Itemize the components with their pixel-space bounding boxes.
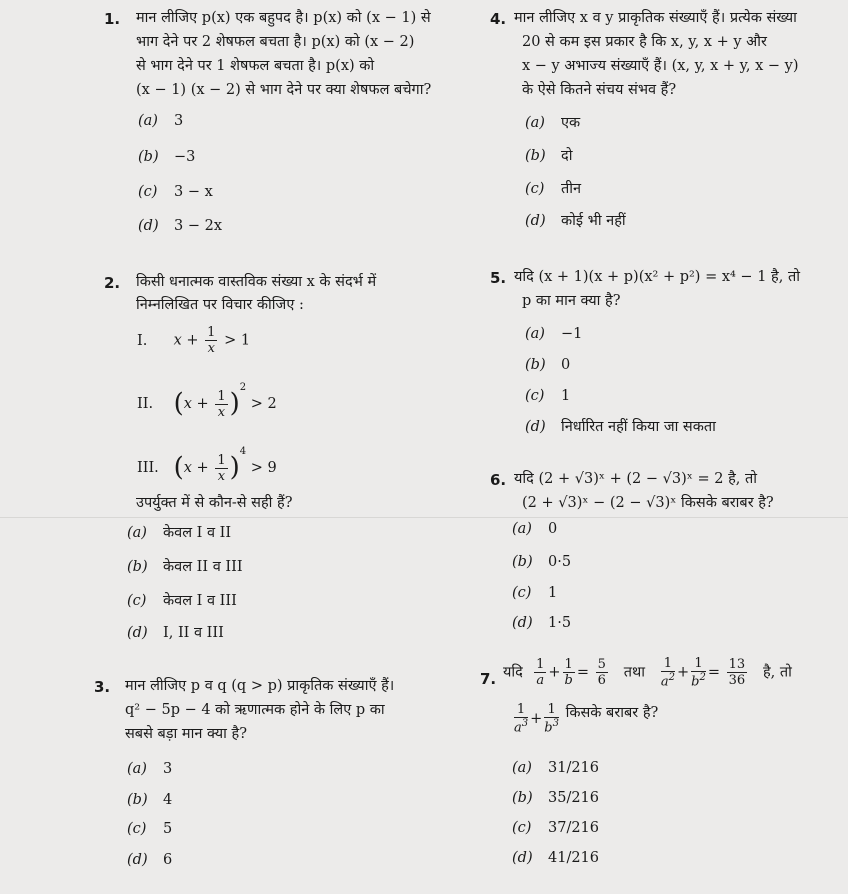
option-label: (b): [525, 148, 546, 164]
option-b[interactable]: [138, 146, 195, 169]
question-text-line: भाग देने पर 2 शेषफल बचता है। p(x) को (x − 2): [136, 34, 415, 50]
option-text: केवल I व III: [163, 593, 237, 609]
question-prompt: उपर्युक्त में से कौन-से सही हैं?: [136, 495, 293, 511]
option-text: I, II व III: [163, 625, 224, 641]
statement-expr: > 2: [250, 396, 277, 412]
option-a[interactable]: [525, 112, 580, 135]
mid-word: तथा: [623, 664, 645, 681]
fraction: $\frac{1}{x}$: [207, 325, 216, 356]
question-text-line: यदि (x + 1)(x + p)(x² + p²) = x⁴ − 1 है, तो: [514, 269, 800, 285]
option-b[interactable]: [512, 551, 571, 574]
question-text-line: 20 से कम इस प्रकार है कि x, y, x + y और: [522, 34, 767, 50]
option-d[interactable]: [512, 612, 571, 635]
question-number: 1.: [104, 10, 121, 28]
question-text-line: निम्नलिखित पर विचार कीजिए :: [136, 297, 304, 313]
fraction: $\frac{1}{a^3}$: [514, 702, 529, 736]
question-text-line: p का मान क्या है?: [522, 293, 621, 309]
question-number: 4.: [490, 10, 507, 28]
fraction: $\frac{1}{a}$: [536, 657, 545, 689]
question-number: 6.: [490, 471, 507, 489]
option-text: 37/216: [548, 820, 600, 836]
option-a[interactable]: [525, 323, 582, 346]
option-text: 31/216: [548, 760, 600, 776]
option-text: 41/216: [548, 850, 600, 866]
option-label: (b): [127, 792, 148, 808]
question-text-line: मान लीजिए x व y प्राकृतिक संख्याएँ हैं। प्रत्येक संख्या: [514, 10, 797, 26]
fraction: $\frac{1}{b^3}$: [544, 702, 559, 736]
option-b[interactable]: [127, 556, 243, 579]
option-text: 0: [548, 521, 558, 537]
statement-label: II.: [137, 396, 154, 412]
option-b[interactable]: [525, 145, 572, 168]
option-label: (d): [525, 419, 546, 435]
option-text: दो: [561, 148, 573, 164]
fraction: $\frac{1}{b}$: [564, 657, 573, 689]
statement-2: II. (x + $\frac{1}{x}$ )$^2$ > 2: [137, 382, 277, 420]
option-label: (c): [138, 184, 158, 200]
question-text-line: यदि (2 + √3)ˣ + (2 − √3)ˣ = 2 है, तो: [514, 471, 758, 487]
option-text: तीन: [561, 181, 582, 197]
option-d[interactable]: [127, 849, 172, 872]
option-text: 3 − x: [174, 184, 213, 200]
option-a[interactable]: [512, 757, 599, 780]
option-label: (c): [127, 821, 147, 837]
option-label: (b): [512, 790, 533, 806]
question-text-line: यदि $\frac{1}{a}$ + $\frac{1}{b}$ = $\frac{5}{6}$ तथा $\frac{1}{a^2}$ + $\frac{1}{b^2}$ = $\frac{13}{36}$ है, तो: [503, 656, 792, 690]
question-text-line: $\frac{1}{a^3}$ + $\frac{1}{b^3}$ किसके बराबर है?: [514, 702, 659, 736]
bleed-through-line: [0, 517, 848, 518]
option-c[interactable]: [512, 582, 557, 605]
option-label: (a): [525, 115, 545, 131]
option-text: 1: [561, 388, 571, 404]
option-label: (c): [127, 593, 147, 609]
fraction-rhs: [596, 658, 608, 687]
option-text: 0·5: [548, 554, 572, 570]
question-text-line: x − y अभाज्य संख्याएँ हैं। (x, y, x + y, x − y): [522, 58, 799, 74]
option-text: केवल I व II: [163, 525, 232, 541]
option-label: (d): [127, 625, 148, 641]
question-text-line: मान लीजिए p व q (q > p) प्राकृतिक संख्याएँ हैं।: [125, 678, 395, 694]
option-label: (c): [525, 181, 545, 197]
option-text: 4: [163, 792, 173, 808]
option-label: (d): [512, 615, 533, 631]
option-text: निर्धारित नहीं किया जा सकता: [561, 419, 716, 435]
option-label: (c): [525, 388, 545, 404]
question-number: 5.: [490, 269, 507, 287]
option-text: 3: [174, 113, 184, 129]
question-number: 7.: [480, 670, 497, 688]
option-label: (d): [138, 218, 159, 234]
question-text-line: (x − 1) (x − 2) से भाग देने पर क्या शेषफल बचेगा?: [136, 82, 432, 98]
option-c[interactable]: [525, 385, 570, 408]
option-text: केवल II व III: [163, 559, 243, 575]
question-text-line: (2 + √3)ˣ − (2 − √3)ˣ किसके बराबर है?: [522, 495, 774, 511]
fraction: $\frac{1}{x}$: [217, 388, 226, 420]
option-a[interactable]: [138, 110, 183, 133]
option-label: (a): [138, 113, 158, 129]
option-b[interactable]: [127, 789, 172, 812]
option-label: (d): [127, 852, 148, 868]
rhs2-den: 36: [728, 673, 746, 689]
question-number: 3.: [94, 678, 111, 696]
option-text: 1·5: [548, 615, 572, 631]
statement-expr: > 9: [250, 460, 277, 476]
tail-word: है, तो: [762, 664, 792, 681]
rhs1-den: 6: [597, 673, 606, 689]
option-d[interactable]: [525, 416, 716, 439]
option-a[interactable]: [512, 518, 557, 541]
statement-label: III.: [137, 460, 159, 476]
option-c[interactable]: [512, 817, 599, 840]
fraction: $\frac{1}{a^2}$: [660, 656, 675, 690]
rhs1-num: 5: [597, 657, 606, 673]
bleed-through-text: [350, 125, 359, 155]
option-label: (a): [525, 326, 545, 342]
question-prompt: किसके बराबर है?: [565, 705, 659, 721]
option-label: (a): [127, 525, 147, 541]
option-text: एक: [561, 115, 581, 131]
fraction-rhs: [727, 658, 748, 687]
fraction: $\frac{1}{b^2}$: [691, 656, 706, 690]
rhs2-num: 13: [728, 657, 746, 673]
option-text: 1: [548, 585, 558, 601]
fraction: $\frac{1}{x}$: [217, 452, 226, 484]
option-c[interactable]: [127, 818, 172, 841]
option-a[interactable]: [127, 522, 231, 545]
option-d[interactable]: [525, 210, 626, 233]
option-label: (b): [127, 559, 148, 575]
option-d[interactable]: [512, 847, 599, 870]
statement-label: I.: [137, 332, 148, 349]
option-c[interactable]: [525, 178, 581, 201]
option-text: −3: [174, 149, 196, 165]
option-d[interactable]: [138, 215, 222, 238]
option-b[interactable]: [512, 787, 599, 810]
question-text-line: q² − 5p − 4 को ऋणात्मक होने के लिए p का: [125, 702, 385, 718]
question-text-line: किसी धनात्मक वास्तविक संख्या x के संदर्भ में: [136, 274, 377, 290]
option-label: (b): [512, 554, 533, 570]
option-text: 0: [561, 357, 571, 373]
option-label: (b): [138, 149, 159, 165]
option-label: (c): [512, 820, 532, 836]
option-text: 3: [163, 761, 173, 777]
statement-1: I. x + $\frac{1}{x}$ > 1: [137, 325, 251, 356]
statement-3: III. (x + $\frac{1}{x}$ )$^4$ > 9: [137, 446, 277, 484]
question-text-line: सबसे बड़ा मान क्या है?: [125, 726, 247, 742]
question-number: 2.: [104, 274, 121, 292]
option-text: −1: [561, 326, 583, 342]
option-text: 3 − 2x: [174, 218, 222, 234]
option-text: कोई भी नहीं: [561, 213, 626, 229]
option-b[interactable]: [525, 354, 570, 377]
lead-word: यदि: [503, 664, 523, 681]
option-label: (a): [127, 761, 147, 777]
option-label: (d): [512, 850, 533, 866]
option-a[interactable]: [127, 758, 172, 781]
statement-expr: > 1: [224, 332, 251, 349]
option-label: (b): [525, 357, 546, 373]
option-label: (a): [512, 521, 532, 537]
question-text-line: मान लीजिए p(x) एक बहुपद है। p(x) को (x − 1) से: [136, 10, 431, 26]
option-d[interactable]: [127, 622, 224, 645]
option-c[interactable]: [127, 590, 237, 613]
option-text: 6: [163, 852, 173, 868]
option-label: (a): [512, 760, 532, 776]
option-text: 35/216: [548, 790, 600, 806]
option-label: (c): [512, 585, 532, 601]
option-text: 5: [163, 821, 173, 837]
option-c[interactable]: [138, 181, 213, 204]
option-label: (d): [525, 213, 546, 229]
question-text-line: के ऐसे कितने संचय संभव हैं?: [522, 82, 677, 98]
question-text-line: से भाग देने पर 1 शेषफल बचता है। p(x) को: [136, 58, 375, 74]
